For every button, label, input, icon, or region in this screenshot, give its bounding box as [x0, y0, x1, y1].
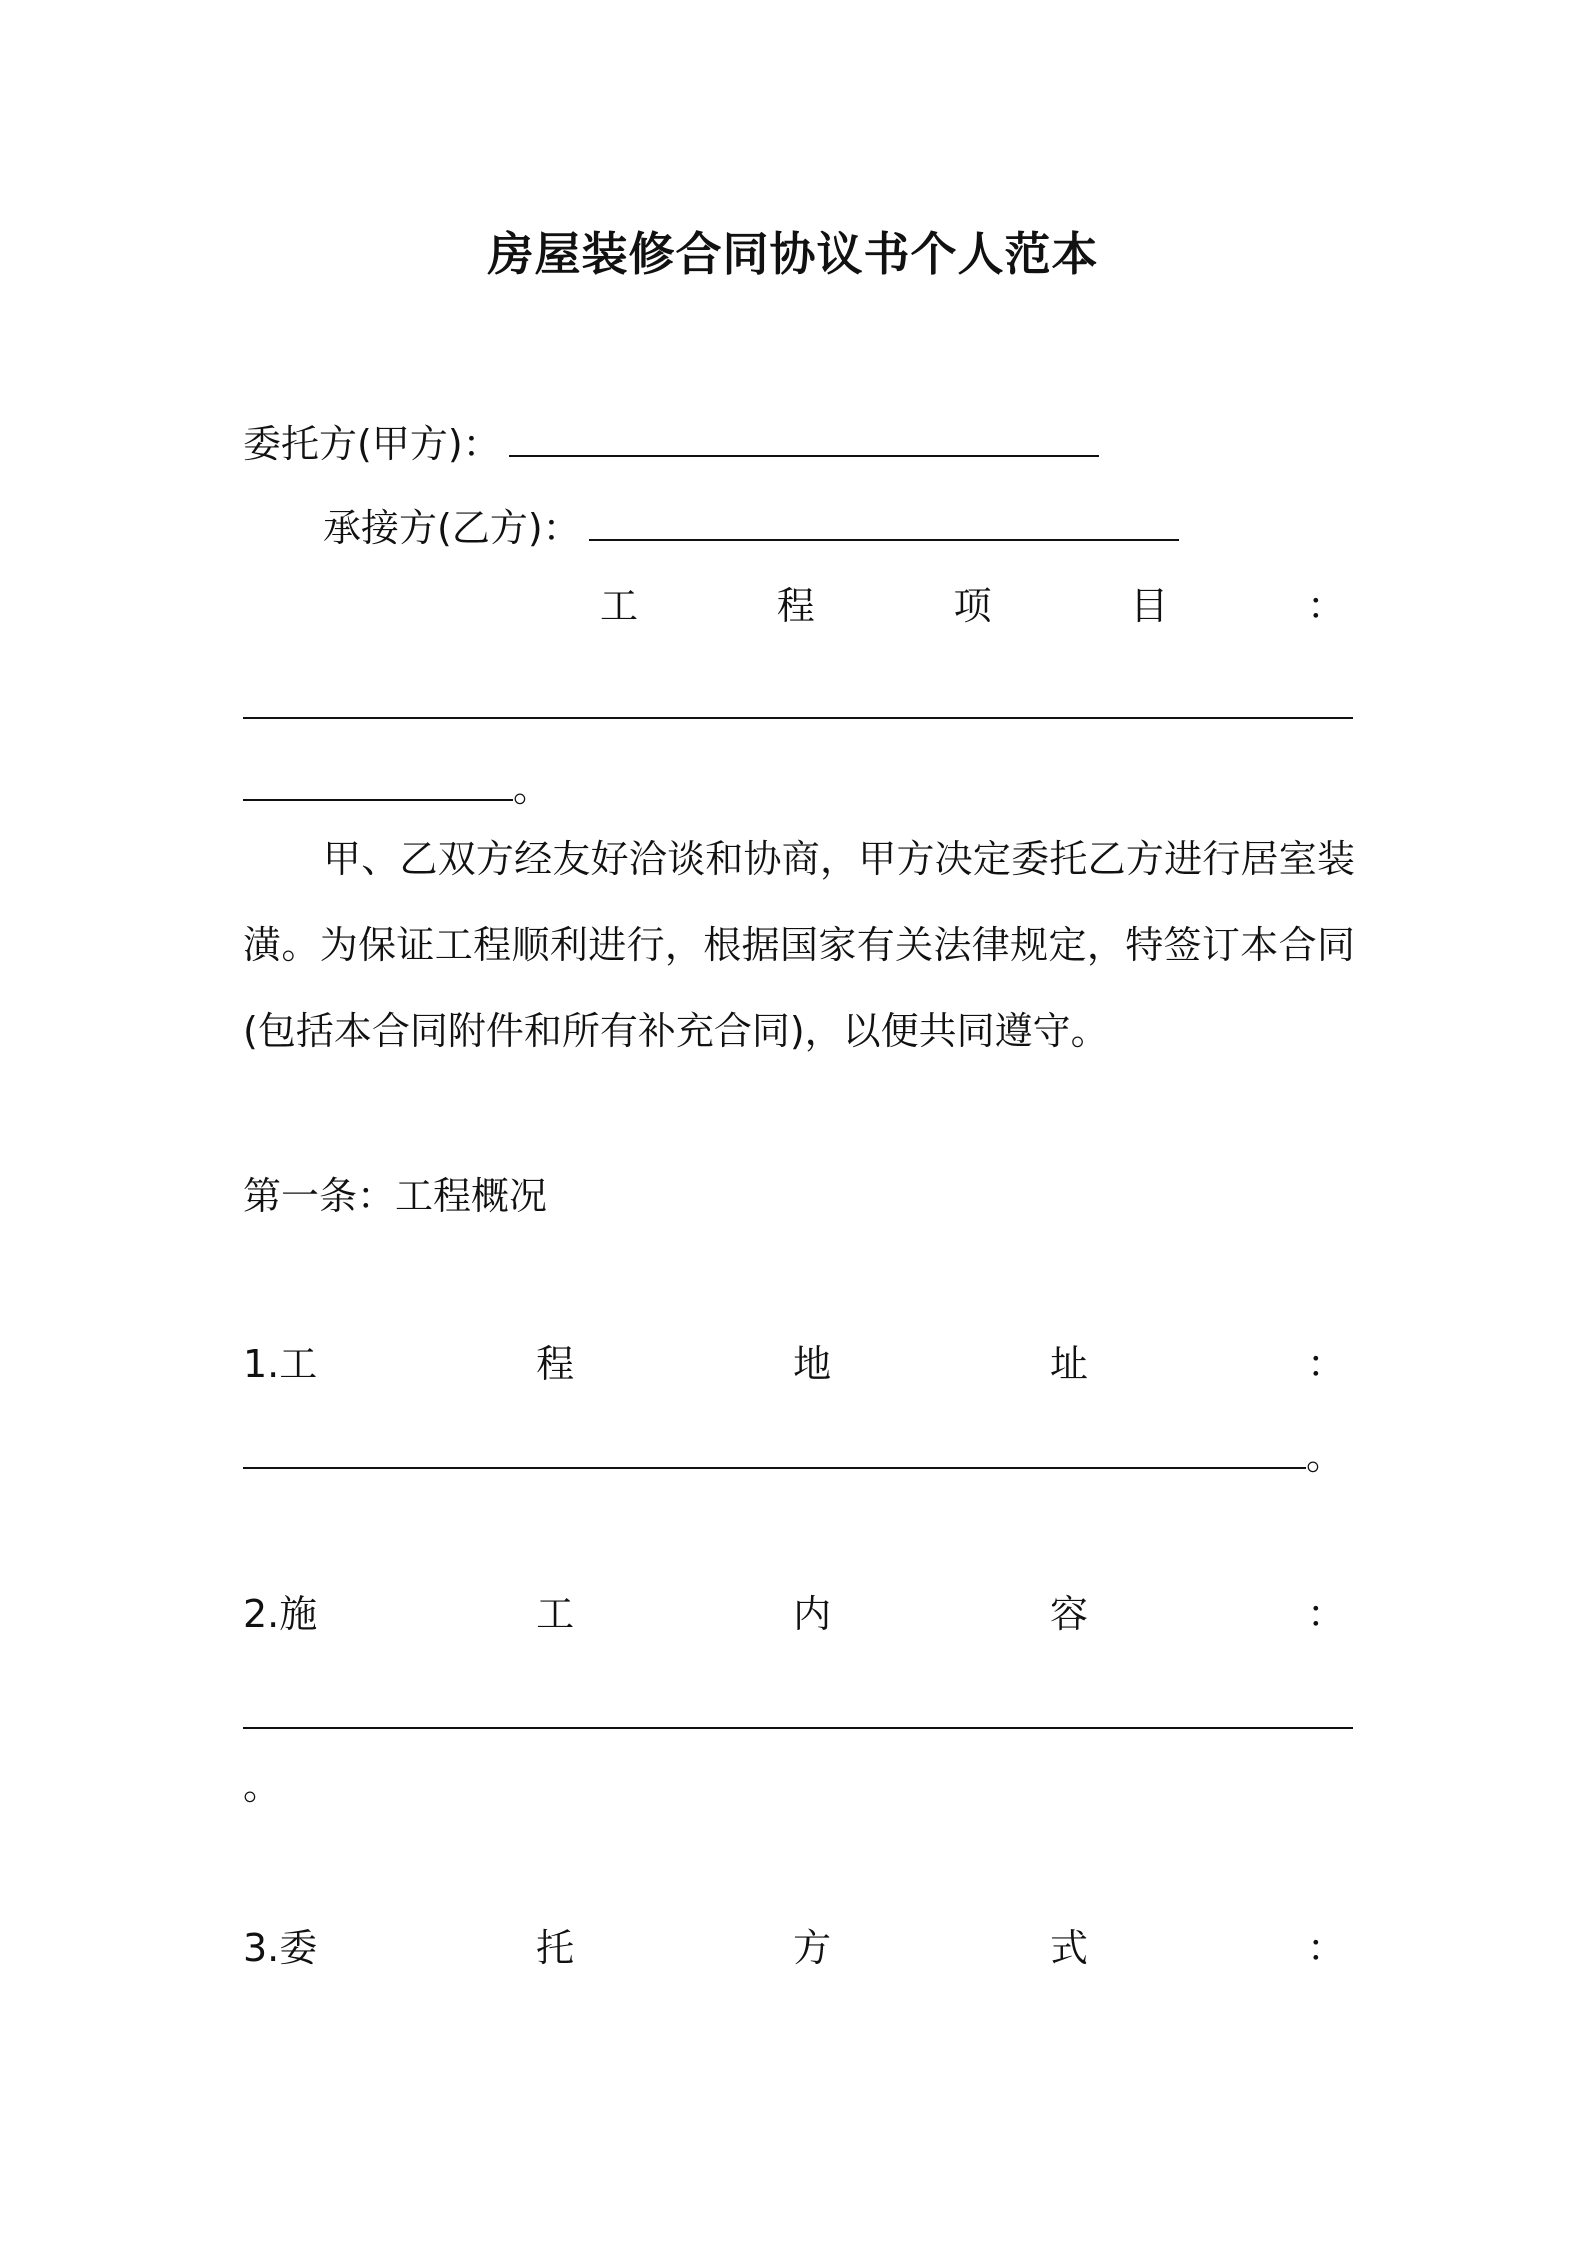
period: 。 [243, 1764, 282, 1808]
party-b-blank [589, 505, 1179, 541]
project-label [600, 580, 1345, 632]
item2-label-part: 2.施 [243, 1592, 318, 1636]
party-a-label: 委托方(甲方)： [243, 422, 501, 466]
project-blank [243, 683, 1353, 719]
item2-label-part: ： [1306, 1592, 1345, 1636]
project-label-char: 工 [600, 584, 639, 628]
project-label-char: 目 [1130, 584, 1169, 628]
item1-label-part: ： [1306, 1342, 1345, 1386]
item3-label-part: ： [1306, 1926, 1345, 1970]
project-label-char: ： [1306, 584, 1345, 628]
period: 。 [513, 766, 552, 810]
party-b-line [323, 502, 1179, 554]
project-label-char: 程 [776, 584, 815, 628]
item2-label [243, 1588, 1345, 1640]
item1-blank [243, 1433, 1306, 1469]
item1-label [243, 1338, 1345, 1390]
item1-label-part: 地 [793, 1342, 832, 1386]
item2-blank [243, 1693, 1353, 1729]
item2-period-line [243, 1760, 281, 1812]
party-a-blank [509, 421, 1099, 457]
project-blank-line-2 [243, 762, 551, 814]
item3-label-part: 式 [1050, 1926, 1089, 1970]
party-b-label: 承接方(乙方)： [323, 506, 581, 550]
item1-label-part: 程 [536, 1342, 575, 1386]
item2-label-part: 容 [1050, 1592, 1089, 1636]
item1-label-part: 址 [1050, 1342, 1089, 1386]
section1-heading: 第一条：工程概况 [243, 1174, 548, 1218]
item2-label-part: 内 [793, 1592, 832, 1636]
item3-label-part: 3.委 [243, 1926, 318, 1970]
item3-label-part: 托 [536, 1926, 575, 1970]
item2-label-part: 工 [536, 1592, 575, 1636]
intro-paragraph: 甲、乙双方经友好洽谈和协商，甲方决定委托乙方进行居室装潢。为保证工程顺利进行，根据国家有关法律规定，特签订本合同(包括本合同附件和所有补充合同)，以便共同遵守。 [243, 837, 1355, 1053]
item3-label [243, 1922, 1345, 1974]
party-a-line [243, 418, 1099, 470]
item1-blank-line [243, 1430, 1344, 1482]
document-title: 房屋装修合同协议书个人范本 [487, 227, 1099, 281]
item1-label-part: 1.工 [243, 1342, 318, 1386]
project-blank-line-1 [243, 680, 1353, 732]
item2-blank-line [243, 1690, 1353, 1742]
period: 。 [1306, 1434, 1345, 1478]
item3-label-part: 方 [793, 1926, 832, 1970]
project-blank [243, 765, 513, 801]
project-label-char: 项 [953, 584, 992, 628]
